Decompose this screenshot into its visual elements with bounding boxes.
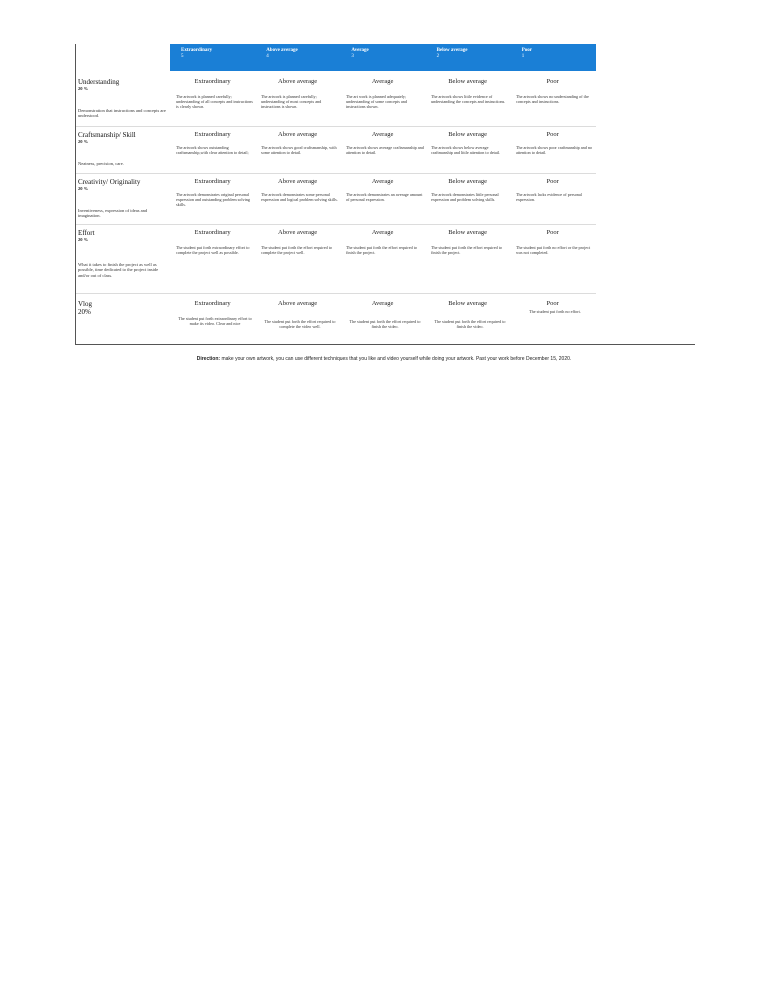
row-divider — [76, 173, 596, 174]
criterion-description: Demonstration that instructions and concepts are understood. — [78, 108, 166, 119]
header-average: Average 3 — [351, 48, 369, 59]
header-above-average: Above average 4 — [266, 48, 298, 59]
level-cell: Above average The student put forth the effort required to complete the project well. — [261, 229, 332, 256]
level-cell: Above average The artwork shows good craftsmanship, with some attention to detail. — [261, 131, 337, 156]
criterion-cell — [78, 131, 170, 145]
header-poor: Poor 1 — [521, 48, 533, 59]
level-cell: Average The student put forth the effort required to finish the video. — [349, 300, 421, 330]
table-bottom-border — [75, 344, 695, 345]
criterion-description: Neatness, precision, care. — [78, 161, 124, 166]
direction-label: Direction: — [196, 356, 221, 362]
rubric-row-craftsmanship — [76, 131, 596, 173]
level-cell: Below average The artwork demonstrates little personal expression and problem solving skills. — [431, 178, 499, 203]
criterion-title: Understanding — [78, 78, 120, 86]
rubric-row-understanding — [76, 78, 596, 128]
level-cell: Average The student put forth the effort required to finish the project. — [346, 229, 417, 256]
rubric-row-vlog — [76, 300, 596, 344]
level-cell: Extraordinary The artwork shows outstanding craftsmanship,with clear attention to detail; — [176, 131, 249, 156]
level-cell: Below average The student put forth the effort required to finish the video. — [434, 300, 506, 330]
level-cell: Poor The artwork shows no understanding of the concepts and instructions. — [516, 78, 589, 105]
criterion-title: Craftsmanship/ Skill — [78, 131, 136, 139]
level-cell: Average The artwork demonstrates an average amount of personal expression. — [346, 178, 423, 203]
criterion-title: Creativity/ Originality — [78, 178, 141, 186]
level-cell: Average The art work is planned adequately; understanding of some concepts and instructions shown. — [346, 78, 407, 110]
criterion-title: Effort — [78, 229, 95, 237]
criterion-weight: 20 % — [78, 186, 89, 191]
rubric-row-creativity — [76, 178, 596, 223]
criterion-description: Inventiveness, expression of ideas and imagination. — [78, 208, 148, 219]
criterion-cell — [78, 78, 170, 92]
level-cell: Poor The artwork lacks evidence of personal expression. — [516, 178, 582, 203]
rubric-header — [170, 44, 596, 71]
level-cell: Poor The student put forth no effort or the project was not completed. — [516, 229, 591, 256]
header-below-average: Below average 2 — [436, 48, 468, 59]
criterion-weight: 20 % — [78, 237, 89, 242]
criterion-cell — [78, 178, 170, 192]
criterion-title: Vlog — [78, 300, 92, 308]
level-cell: Above average The artwork demonstrates some personal expression and logical problem solving skills. — [261, 178, 338, 203]
level-cell: Extraordinary The artwork is planned carefully; understanding of all concepts and instructions is clearly shown. — [176, 78, 253, 110]
level-cell: Above average The artwork is planned carefully; understanding of most concepts and instructions is shown. — [261, 78, 322, 110]
criterion-weight: 20% — [78, 308, 91, 316]
level-cell: Average The artwork shows average craftsmanship and attention to detail. — [346, 131, 424, 156]
level-cell: Extraordinary The student put forth extraordinary effort to make its video. Clear and nice — [178, 300, 252, 327]
criterion-weight: 20 % — [78, 86, 89, 91]
row-divider — [76, 293, 596, 294]
direction-text — [0, 356, 768, 362]
criterion-description: What it takes to finish the project as well as possible, time dedicated to the project inside and/or out of class. — [78, 262, 159, 278]
level-cell: Poor The student put forth no effort. — [529, 300, 581, 314]
criterion-weight: 20 % — [78, 139, 89, 144]
level-cell: Extraordinary The student put forth extraordinary effort to complete the project well as possible. — [176, 229, 250, 256]
row-divider — [76, 126, 596, 127]
row-divider — [76, 224, 596, 225]
level-cell: Poor The artwork shows poor craftmanship and no attention to detail. — [516, 131, 593, 156]
level-cell: Extraordinary The artwork demonstrates original personal expression and outstanding problem solving skills. — [176, 178, 250, 208]
level-cell: Below average The artwork shows below average craftmanship and little attention to detail. — [431, 131, 501, 156]
rubric-row-effort — [76, 229, 596, 291]
level-cell: Above average The student put forth the effort required to complete the video well. — [264, 300, 336, 330]
criterion-cell — [78, 300, 170, 316]
criterion-cell — [78, 229, 170, 243]
direction-body: make your own artwork, you can use different techniques that you like and video yourself while doing your artwork. Past your work before December 15, 2020. — [220, 356, 572, 362]
level-cell: Below average The artwork shows little evidence of understanding the concepts and instructions. — [431, 78, 506, 105]
header-extraordinary: Extraordinary 5 — [181, 48, 213, 59]
level-cell: Below average The student put forth the effort required to finish the project. — [431, 229, 502, 256]
